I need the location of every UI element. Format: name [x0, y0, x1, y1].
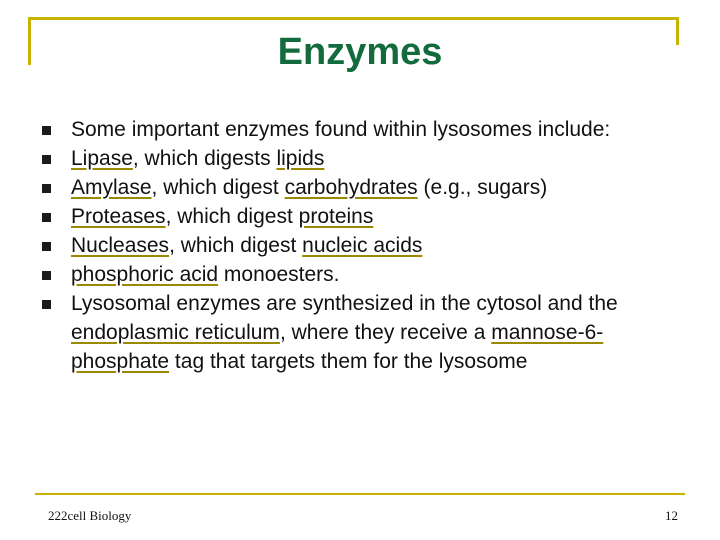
bullet-list — [40, 115, 680, 376]
bullet-text: Lysosomal enzymes are synthesized in the cytosol and the — [71, 292, 618, 315]
square-bullet-icon — [42, 300, 51, 309]
term-link[interactable]: proteins — [298, 205, 374, 228]
bullet-text: Some important enzymes found within lysosomes include: — [71, 118, 611, 141]
bullet-text: , which digests — [132, 147, 277, 170]
term-link[interactable]: Nucleases — [71, 234, 170, 257]
bullet-item — [40, 115, 680, 144]
bullet-text: , which digest — [165, 205, 299, 228]
square-bullet-icon — [42, 126, 51, 135]
bullet-item — [40, 260, 680, 289]
term-link[interactable]: Amylase — [71, 176, 152, 199]
term-link[interactable]: mannose-6-phosphate — [71, 321, 604, 373]
bullet-item — [40, 289, 680, 376]
term-link[interactable]: Proteases — [71, 205, 166, 228]
term-link[interactable]: phosphoric acid — [71, 263, 219, 286]
term-link[interactable]: endoplasmic reticulum — [71, 321, 280, 344]
bullet-item — [40, 231, 680, 260]
frame-top-border — [28, 17, 679, 20]
square-bullet-icon — [42, 184, 51, 193]
bullet-item — [40, 173, 680, 202]
bullet-item — [40, 144, 680, 173]
term-link[interactable]: Lipase — [71, 147, 133, 170]
bullet-text: , where they receive a — [279, 321, 492, 344]
bullet-text: , which digest — [151, 176, 285, 199]
bullet-text: , which digest — [169, 234, 303, 257]
square-bullet-icon — [42, 155, 51, 164]
slide-title: Enzymes — [277, 31, 443, 73]
bullet-item — [40, 202, 680, 231]
footer-course-label: 222cell Biology — [48, 508, 132, 523]
footer-divider — [35, 493, 685, 495]
bullet-text: (e.g., sugars) — [417, 176, 548, 199]
square-bullet-icon — [42, 242, 51, 251]
bullet-text: monoesters. — [218, 263, 340, 286]
term-link[interactable]: carbohydrates — [284, 176, 418, 199]
page-number: 12 — [665, 508, 678, 523]
bullet-text: tag that targets them for the lysosome — [169, 350, 528, 373]
square-bullet-icon — [42, 271, 51, 280]
term-link[interactable]: nucleic acids — [302, 234, 423, 257]
square-bullet-icon — [42, 213, 51, 222]
term-link[interactable]: lipids — [276, 147, 325, 170]
